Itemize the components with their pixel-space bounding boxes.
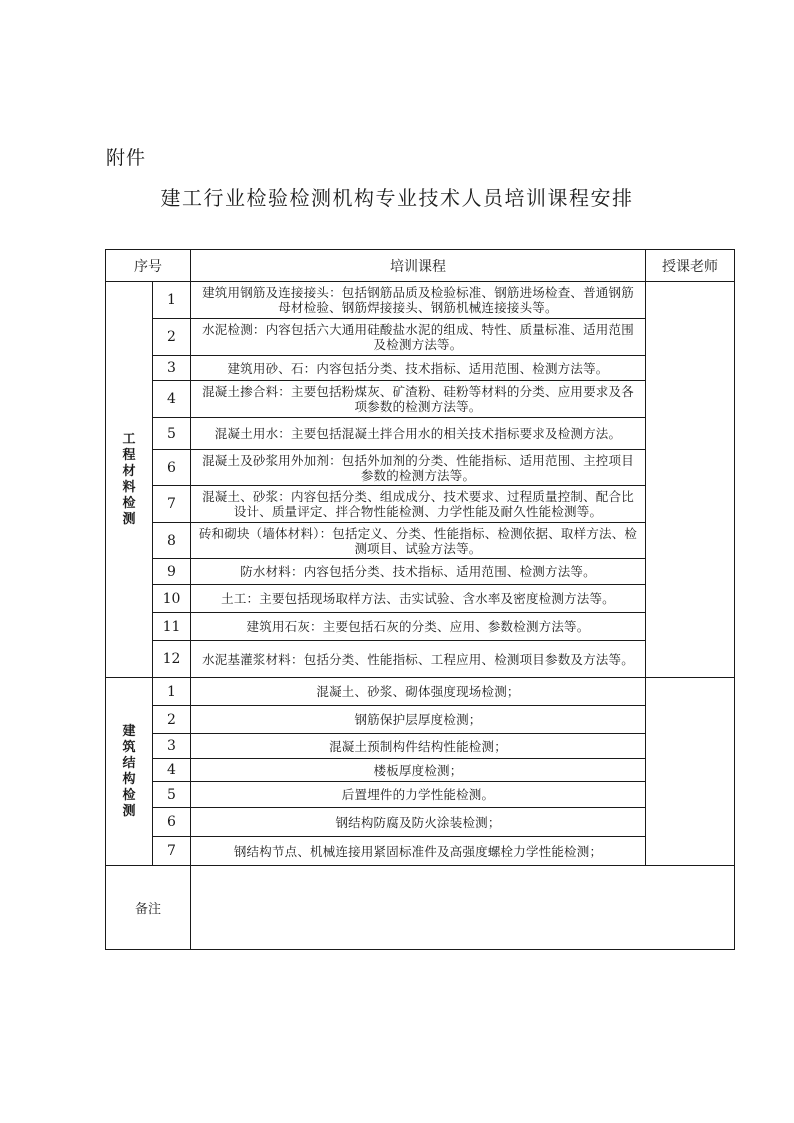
course-description: 楼板厚度检测；: [191, 759, 646, 782]
row-number: 5: [153, 782, 191, 808]
remarks-label: 备注: [106, 866, 191, 950]
course-description: 建筑用砂、石：内容包括分类、技术指标、适用范围、检测方法等。: [191, 356, 646, 381]
course-description: 钢筋保护层厚度检测；: [191, 706, 646, 734]
table-row: [106, 678, 735, 706]
table-row: [106, 759, 735, 782]
row-number: 2: [153, 706, 191, 734]
row-number: 7: [153, 837, 191, 866]
course-description: 混凝土掺合料：主要包括粉煤灰、矿渣粉、硅粉等材料的分类、应用要求及各项参数的检测方法等。: [191, 381, 646, 418]
remarks-row: [106, 866, 735, 950]
row-number: 1: [153, 678, 191, 706]
row-number: 9: [153, 559, 191, 585]
course-description: 水泥检测：内容包括六大通用硅酸盐水泥的组成、特性、质量标准、适用范围及检测方法等。: [191, 319, 646, 356]
row-number: 2: [153, 319, 191, 356]
header-course: 培训课程: [191, 250, 646, 282]
course-description: 防水材料：内容包括分类、技术指标、适用范围、检测方法等。: [191, 559, 646, 585]
table-row: [106, 559, 735, 585]
category-label: 工程材料检测: [122, 431, 136, 527]
table-row: [106, 381, 735, 418]
row-number: 4: [153, 759, 191, 782]
row-number: 6: [153, 808, 191, 837]
teacher-cell: [646, 678, 735, 866]
table-row: [106, 418, 735, 450]
document-title: 建工行业检验检测机构专业技术人员培训课程安排: [160, 186, 634, 210]
attachment-label: 附件: [106, 147, 147, 169]
course-description: 混凝土预制构件结构性能检测；: [191, 734, 646, 759]
table-row: [106, 319, 735, 356]
category-cell: [106, 282, 153, 678]
table-row: [106, 706, 735, 734]
course-description: 混凝土、砂浆、砌体强度现场检测；: [191, 678, 646, 706]
course-description: 混凝土及砂浆用外加剂：包括外加剂的分类、性能指标、适用范围、主控项目参数的检测方法等。: [191, 450, 646, 486]
row-number: 8: [153, 523, 191, 559]
category-cell: [106, 678, 153, 866]
course-description: 后置埋件的力学性能检测。: [191, 782, 646, 808]
teacher-cell: [646, 282, 735, 678]
table-row: [106, 585, 735, 613]
table-row: [106, 613, 735, 641]
table-row: [106, 282, 735, 319]
course-description: 钢结构节点、机械连接用紧固标准件及高强度螺栓力学性能检测；: [191, 837, 646, 866]
row-number: 1: [153, 282, 191, 319]
row-number: 11: [153, 613, 191, 641]
course-description: 水泥基灌浆材料：包括分类、性能指标、工程应用、检测项目参数及方法等。: [191, 641, 646, 678]
course-description: 砖和砌块（墙体材料）：包括定义、分类、性能指标、检测依据、取样方法、检测项目、试验方法等。: [191, 523, 646, 559]
row-number: 5: [153, 418, 191, 450]
table-row: [106, 808, 735, 837]
course-description: 混凝土用水：主要包括混凝土拌合用水的相关技术指标要求及检测方法。: [191, 418, 646, 450]
header-seq: 序号: [106, 250, 191, 282]
table-row: [106, 523, 735, 559]
category-label: 建筑结构检测: [122, 723, 136, 819]
row-number: 12: [153, 641, 191, 678]
table-row: [106, 641, 735, 678]
course-description: 土工：主要包括现场取样方法、击实试验、含水率及密度检测方法等。: [191, 585, 646, 613]
remarks-value: [191, 866, 735, 950]
table-row: [106, 486, 735, 523]
header-row: [106, 250, 735, 282]
table-row: [106, 782, 735, 808]
course-description: 建筑用石灰：主要包括石灰的分类、应用、参数检测方法等。: [191, 613, 646, 641]
row-number: 3: [153, 734, 191, 759]
table-row: [106, 356, 735, 381]
course-description: 建筑用钢筋及连接接头：包括钢筋品质及检验标准、钢筋进场检查、普通钢筋母材检验、钢筋焊接接头、钢筋机械连接接头等。: [191, 282, 646, 319]
row-number: 10: [153, 585, 191, 613]
table-row: [106, 837, 735, 866]
row-number: 7: [153, 486, 191, 523]
course-description: 混凝土、砂浆：内容包括分类、组成成分、技术要求、过程质量控制、配合比设计、质量评定、拌合物性能检测、力学性能及耐久性能检测等。: [191, 486, 646, 523]
header-teacher: 授课老师: [646, 250, 735, 282]
row-number: 6: [153, 450, 191, 486]
training-schedule-table: [105, 249, 735, 950]
table-row: [106, 450, 735, 486]
table-row: [106, 734, 735, 759]
course-description: 钢结构防腐及防火涂装检测；: [191, 808, 646, 837]
row-number: 3: [153, 356, 191, 381]
row-number: 4: [153, 381, 191, 418]
